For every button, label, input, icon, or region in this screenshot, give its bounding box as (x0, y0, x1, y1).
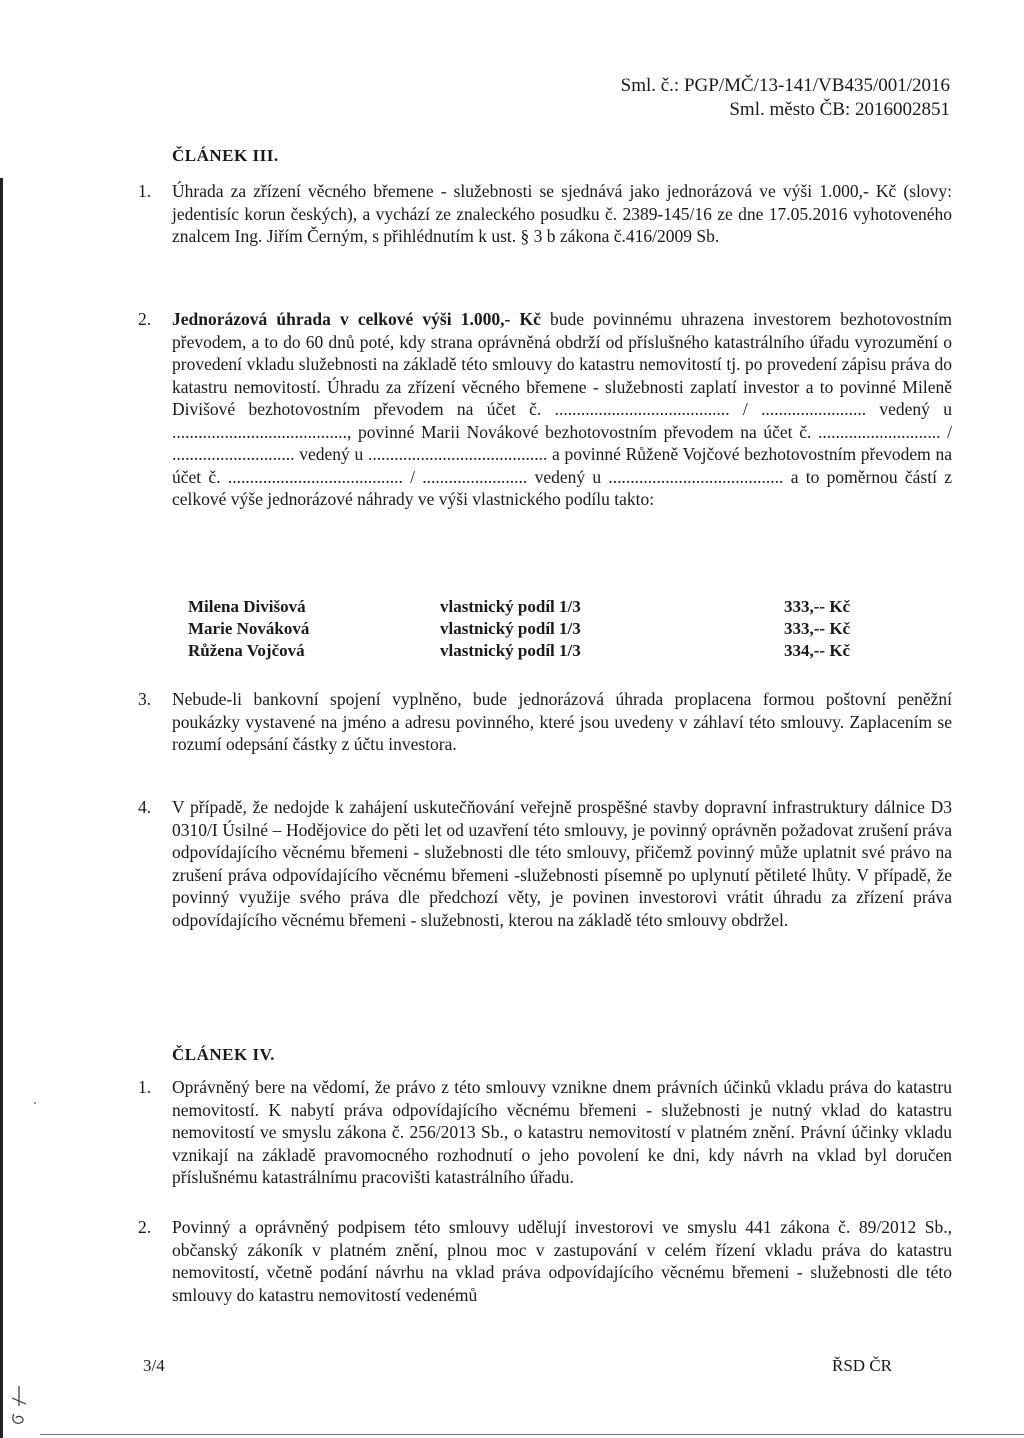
scan-edge-line (0, 178, 3, 1438)
initials-signature (8, 1384, 30, 1428)
article-3-title: ČLÁNEK III. (172, 146, 279, 165)
owner-row (188, 618, 908, 640)
a3-paragraph-4 (172, 796, 952, 931)
owner-share: vlastnický podíl 1/3 (440, 619, 581, 638)
owner-amount: 333,-- Kč (784, 597, 851, 616)
owner-amount: 333,-- Kč (784, 619, 851, 638)
a3-p3-text: Nebude-li bankovní spojení vyplněno, bude jednorázová úhrada proplacena formou poštovní peněžní poukázky vystavené na jméno a adresu povinného, které jsou uvedeny v záhlaví této smlouvy. Zaplacením se rozumí odepsání částky z účtu investora. (172, 689, 952, 754)
scan-speck (34, 1102, 36, 1104)
contract-number: Sml. č.: PGP/MČ/13-141/VB435/001/2016 (620, 75, 950, 96)
a4-p1-number: 1. (138, 1077, 152, 1097)
a3-p4-number: 4. (138, 797, 152, 817)
a4-paragraph-2 (172, 1216, 952, 1306)
article-4-title: ČLÁNEK IV. (172, 1045, 275, 1064)
organization-mark: ŘSD ČR (832, 1356, 892, 1375)
a3-paragraph-1 (172, 180, 952, 248)
a3-p3-number: 3. (138, 689, 152, 709)
a3-p1-number: 1. (138, 181, 152, 201)
owner-row (188, 596, 908, 618)
owners-table (188, 596, 908, 662)
a4-p2-number: 2. (138, 1217, 152, 1237)
a4-p2-text: Povinný a oprávněný podpisem této smlouvy udělují investorovi ve smyslu 441 zákona č. 89/2012 Sb., občanský zákoník v platném znění, plnou moc v zastupování v celém řízení vkladu práva do katastru nemovitostí, včetně podání návrhu na vklad práva odpovídajícího věcnému břemeni - služebnosti dle této smlouvy do katastru nemovitostí vedenémů (172, 1217, 952, 1305)
a3-p1-text: Úhrada za zřízení věcného břemene - služebnosti se sjednává jako jednorázová ve výši 1.000,- Kč (slovy: jedentisíc korun českých), a vychází ze znaleckého posudku č. 2389-145/16 ze dne 17.05.2016 vyhotoveného znalcem Ing. Jiřím Černým, s přihlédnutím k ust. § 3 b zákona č.416/2009 Sb. (172, 181, 952, 246)
owner-name: Milena Divišová (188, 597, 306, 616)
owner-share: vlastnický podíl 1/3 (440, 597, 581, 616)
a3-p4-text: V případě, že nedojde k zahájení uskutečňování veřejně prospěšné stavby dopravní infrastruktury dálnice D3 0310/I Úsilné – Hodějovice do pěti let od uzavření této smlouvy, je povinný oprávněn požadovat zrušení práva odpovídajícího věcnému břemeni - služebnosti dle této smlouvy, přičemž povinný může uplatnit své právo na zrušení práva odpovídajícího věcnému břemeni -služebnosti písemně po uplynutí pětileté lhůty. V případě, že povinný využije svého práva dle předchozí věty, je povinen investorovi vrátit úhradu za zřízení práva odpovídajícího věcnému břemeni - služebnosti, kterou na základě této smlouvy obdržel. (172, 797, 952, 930)
owner-row (188, 640, 908, 662)
owner-name: Marie Nováková (188, 619, 310, 638)
owner-share: vlastnický podíl 1/3 (440, 641, 581, 660)
a3-paragraph-2 (172, 308, 952, 511)
a4-p1-text: Oprávněný bere na vědomí, že právo z této smlouvy vznikne dnem právních účinků vkladu práva do katastru nemovitostí. K nabytí práva odpovídajícího věcnému břemeni - služebnosti je nutný vklad do katastru nemovitostí ve smyslu zákona č. 256/2013 Sb., o katastru nemovitostí v platném znění. Právní účinky vkladu vznikají na základě pravomocného rozhodnutí o jeho povolení ke dni, kdy návrh na vklad byl doručen příslušnému katastrálnímu pracovišti katastrálního úřadu. (172, 1077, 952, 1187)
bottom-scan-line (40, 1434, 1024, 1435)
city-contract-number: Sml. město ČB: 2016002851 (729, 99, 950, 120)
a3-p2-number: 2. (138, 309, 152, 329)
a3-p2-bold-lead: Jednorázová úhrada v celkové výši 1.000,- Kč (172, 309, 541, 329)
a4-paragraph-1 (172, 1076, 952, 1189)
contract-header (621, 74, 950, 122)
a3-p2-text: bude povinnému uhrazena investorem bezhotovostním převodem, a to do 60 dnů poté, kdy strana oprávněná obdrží od příslušného katastrálního úřadu vyrozumění o provedení vkladu služebnosti na základě této smlouvy do katastru nemovitostí tj. po provedení zápisu práva do katastru nemovitostí. Úhradu za zřízení věcného břemene - služebnosti zaplatí investor a to povinné Mileně Divišové bezhotovostním převodem na účet č. ........................................ / ........................ vedený u ........................................, povinné Marii Novákové bezhotovostním převodem na účet č. ............................ / ............................ vedený u ......................................... a povinné Růženě Vojčové bezhotovostním převodem na účet č. ........................................ / ........................ vedený u ........................................ a to poměrnou částí z celkové výše jednorázové náhrady ve výši vlastnického podílu takto: (172, 309, 952, 509)
owner-name: Růžena Vojčová (188, 641, 305, 660)
a3-paragraph-3 (172, 688, 952, 756)
owner-amount: 334,-- Kč (784, 641, 851, 660)
page-number: 3/4 (143, 1356, 165, 1375)
